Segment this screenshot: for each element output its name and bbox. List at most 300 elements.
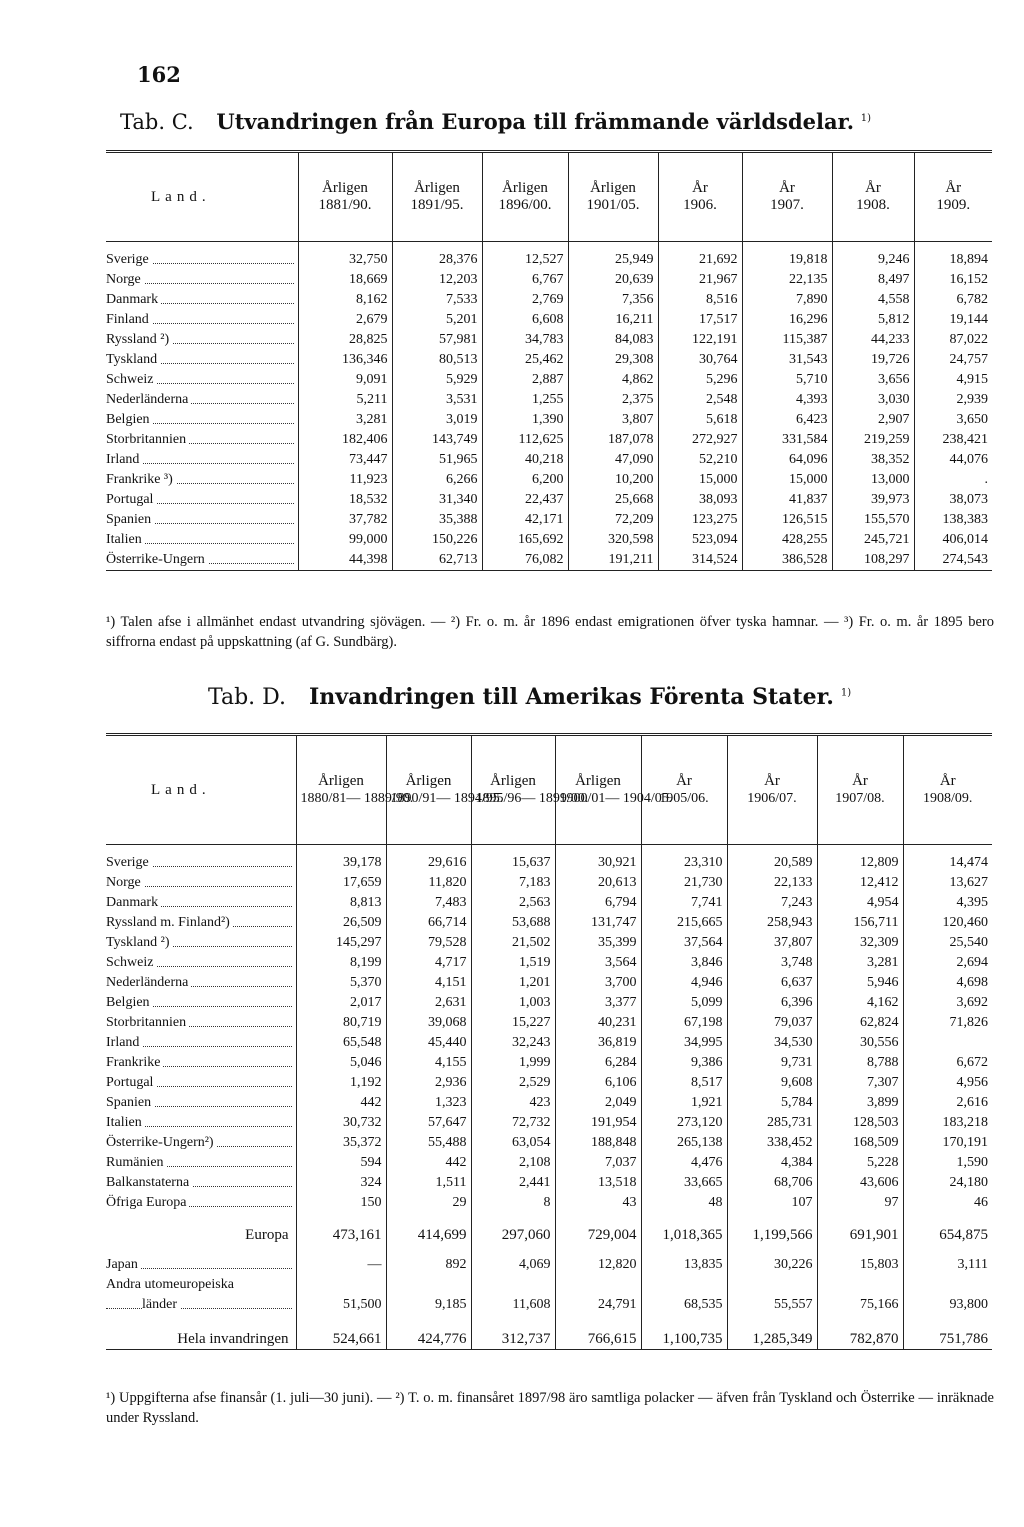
land-name: Finland bbox=[106, 312, 152, 327]
value-cell: 36,819 bbox=[555, 1033, 641, 1053]
value-cell: 23,310 bbox=[641, 845, 727, 874]
land-name: Tyskland bbox=[106, 352, 160, 367]
value-cell: 2,017 bbox=[296, 993, 386, 1013]
value-cell: 55,557 bbox=[727, 1295, 817, 1315]
value-cell: 13,518 bbox=[555, 1173, 641, 1193]
value-cell: 1,201 bbox=[471, 973, 555, 993]
value-cell: 7,243 bbox=[727, 893, 817, 913]
table-c-footnote: ¹) Talen afse i allmänhet endast utvandring sjövägen. — ²) Fr. o. m. år 1896 endast emigrationen öfver tyska hamnar. — ³) Fr. o. m. år 1895 bero siffrorna endast på uppskattning (af G. Sundbärg). bbox=[106, 614, 994, 650]
value-cell: 1,192 bbox=[296, 1073, 386, 1093]
value-cell: 17,517 bbox=[658, 310, 742, 330]
value-cell: 25,540 bbox=[903, 933, 992, 953]
value-cell: 7,307 bbox=[817, 1073, 903, 1093]
table-row bbox=[106, 290, 992, 310]
value-cell: 8,162 bbox=[298, 290, 392, 310]
value-cell: 22,437 bbox=[482, 490, 568, 510]
value-cell bbox=[471, 1275, 555, 1295]
value-cell: 30,764 bbox=[658, 350, 742, 370]
value-cell: 3,564 bbox=[555, 953, 641, 973]
value-cell: 48 bbox=[641, 1193, 727, 1213]
value-cell: 62,824 bbox=[817, 1013, 903, 1033]
land-cell bbox=[106, 450, 298, 470]
land-cell bbox=[106, 530, 298, 550]
land-name: Norge bbox=[106, 272, 144, 287]
value-cell: 6,266 bbox=[392, 470, 482, 490]
value-cell: 1,590 bbox=[903, 1153, 992, 1173]
value-cell: 265,138 bbox=[641, 1133, 727, 1153]
value-cell: 297,060 bbox=[471, 1213, 555, 1255]
value-cell: 5,201 bbox=[392, 310, 482, 330]
value-cell: 1,003 bbox=[471, 993, 555, 1013]
value-cell: 67,198 bbox=[641, 1013, 727, 1033]
value-cell: 691,901 bbox=[817, 1213, 903, 1255]
value-cell: 8,199 bbox=[296, 953, 386, 973]
land-cell bbox=[106, 1193, 296, 1213]
land-name: Hela invandringen bbox=[177, 1331, 291, 1347]
value-cell: 76,082 bbox=[482, 550, 568, 571]
land-name: Nederländerna bbox=[106, 392, 191, 407]
value-cell: 4,162 bbox=[817, 993, 903, 1013]
value-cell: 51,965 bbox=[392, 450, 482, 470]
header-bottom: 1890/91— 1894/95. bbox=[390, 791, 504, 806]
value-cell: 10,200 bbox=[568, 470, 658, 490]
column-header bbox=[386, 735, 504, 845]
land-cell bbox=[106, 993, 296, 1013]
value-cell: 46 bbox=[903, 1193, 992, 1213]
land-name: Sverige bbox=[106, 855, 152, 870]
value-cell: 145,297 bbox=[296, 933, 386, 953]
header-bottom: 1909. bbox=[936, 197, 971, 213]
header-top: År bbox=[779, 180, 795, 196]
value-cell: 442 bbox=[296, 1093, 386, 1113]
value-cell: 39,178 bbox=[296, 845, 386, 874]
land-cell bbox=[106, 913, 296, 933]
column-header bbox=[392, 152, 482, 242]
table-row bbox=[106, 1275, 992, 1295]
value-cell: 4,151 bbox=[386, 973, 471, 993]
value-cell: 6,767 bbox=[482, 270, 568, 290]
value-cell: 22,135 bbox=[742, 270, 832, 290]
column-header bbox=[658, 152, 742, 242]
value-cell: 35,372 bbox=[296, 1133, 386, 1153]
header-top: År bbox=[764, 773, 780, 789]
value-cell: . bbox=[914, 470, 992, 490]
value-cell: 28,376 bbox=[392, 242, 482, 271]
table-row bbox=[106, 270, 992, 290]
header-bottom: 1895/96— 1899/00. bbox=[475, 791, 589, 806]
value-cell: 21,730 bbox=[641, 873, 727, 893]
value-cell: 29,616 bbox=[386, 845, 471, 874]
table-c bbox=[106, 150, 992, 571]
header-top: År bbox=[676, 773, 692, 789]
value-cell: 3,281 bbox=[817, 953, 903, 973]
value-cell: 112,625 bbox=[482, 430, 568, 450]
land-name: Schweiz bbox=[106, 372, 156, 387]
value-cell: 15,227 bbox=[471, 1013, 555, 1033]
value-cell: 2,108 bbox=[471, 1153, 555, 1173]
value-cell: 7,890 bbox=[742, 290, 832, 310]
value-cell: 729,004 bbox=[555, 1213, 641, 1255]
value-cell: 55,488 bbox=[386, 1133, 471, 1153]
table-row bbox=[106, 1093, 992, 1113]
value-cell: 44,233 bbox=[832, 330, 914, 350]
land-cell bbox=[106, 242, 298, 271]
value-cell: 11,608 bbox=[471, 1295, 555, 1315]
column-header bbox=[903, 735, 992, 845]
table-c-header-row bbox=[106, 152, 992, 242]
value-cell: 65,548 bbox=[296, 1033, 386, 1053]
value-cell: 123,275 bbox=[658, 510, 742, 530]
value-cell: 3,899 bbox=[817, 1093, 903, 1113]
land-cell bbox=[106, 1255, 296, 1275]
land-cell bbox=[106, 330, 298, 350]
value-cell: 21,692 bbox=[658, 242, 742, 271]
land-name: Norge bbox=[106, 875, 144, 890]
land-name: Frankrike ³) bbox=[106, 472, 176, 487]
value-cell: 5,099 bbox=[641, 993, 727, 1013]
table-c-title-note: 1) bbox=[860, 113, 872, 124]
value-cell: 51,500 bbox=[296, 1295, 386, 1315]
land-cell bbox=[106, 1173, 296, 1193]
header-top: Årligen bbox=[414, 180, 460, 196]
land-cell bbox=[106, 953, 296, 973]
value-cell: 3,030 bbox=[832, 390, 914, 410]
table-c-label: Tab. C. bbox=[120, 110, 194, 134]
value-cell: 52,210 bbox=[658, 450, 742, 470]
value-cell: 320,598 bbox=[568, 530, 658, 550]
table-row bbox=[106, 893, 992, 913]
value-cell: 782,870 bbox=[817, 1315, 903, 1350]
value-cell: 31,340 bbox=[392, 490, 482, 510]
land-cell bbox=[106, 845, 296, 874]
value-cell: 5,929 bbox=[392, 370, 482, 390]
value-cell: 15,637 bbox=[471, 845, 555, 874]
land-cell bbox=[106, 350, 298, 370]
table-d-heading: Invandringen till Amerikas Förenta Stater. bbox=[309, 684, 834, 710]
value-cell: 4,476 bbox=[641, 1153, 727, 1173]
value-cell: 40,231 bbox=[555, 1013, 641, 1033]
value-cell: 7,741 bbox=[641, 893, 727, 913]
value-cell: 93,800 bbox=[903, 1295, 992, 1315]
value-cell: 62,713 bbox=[392, 550, 482, 571]
value-cell: 1,390 bbox=[482, 410, 568, 430]
table-row bbox=[106, 845, 992, 874]
value-cell: 4,069 bbox=[471, 1255, 555, 1275]
value-cell: 414,699 bbox=[386, 1213, 471, 1255]
header-top: År bbox=[945, 180, 962, 196]
table-d-footnote: ¹) Uppgifterna afse finansår (1. juli—30 juni). — ²) T. o. m. finansåret 1897/98 äro samtliga polacker — äfven från Tyskland och Österrike — inräknade under Ryssland. bbox=[106, 1390, 994, 1426]
value-cell: 7,533 bbox=[392, 290, 482, 310]
land-cell bbox=[106, 370, 298, 390]
value-cell: — bbox=[296, 1255, 386, 1275]
header-bottom: 1901/05. bbox=[586, 197, 640, 213]
table-row bbox=[106, 350, 992, 370]
land-cell bbox=[106, 410, 298, 430]
value-cell: 6,200 bbox=[482, 470, 568, 490]
value-cell: 4,862 bbox=[568, 370, 658, 390]
land-cell bbox=[106, 1093, 296, 1113]
land-name: Danmark bbox=[106, 292, 161, 307]
value-cell: 6,396 bbox=[727, 993, 817, 1013]
value-cell: 66,714 bbox=[386, 913, 471, 933]
value-cell: 136,346 bbox=[298, 350, 392, 370]
value-cell: 182,406 bbox=[298, 430, 392, 450]
value-cell: 21,502 bbox=[471, 933, 555, 953]
value-cell: 99,000 bbox=[298, 530, 392, 550]
value-cell: 4,956 bbox=[903, 1073, 992, 1093]
value-cell: 2,936 bbox=[386, 1073, 471, 1093]
value-cell: 1,323 bbox=[386, 1093, 471, 1113]
value-cell: 143,749 bbox=[392, 430, 482, 450]
value-cell: 75,166 bbox=[817, 1295, 903, 1315]
value-cell bbox=[641, 1275, 727, 1295]
table-row bbox=[106, 242, 992, 271]
land-name: Frankrike bbox=[106, 1055, 163, 1070]
value-cell: 30,556 bbox=[817, 1033, 903, 1053]
value-cell: 5,710 bbox=[742, 370, 832, 390]
value-cell: 1,100,735 bbox=[641, 1315, 727, 1350]
value-cell: 30,732 bbox=[296, 1113, 386, 1133]
value-cell: 2,616 bbox=[903, 1093, 992, 1113]
value-cell: 29 bbox=[386, 1193, 471, 1213]
value-cell: 191,954 bbox=[555, 1113, 641, 1133]
value-cell: 2,887 bbox=[482, 370, 568, 390]
column-header bbox=[742, 152, 832, 242]
value-cell: 9,731 bbox=[727, 1053, 817, 1073]
value-cell: 2,529 bbox=[471, 1073, 555, 1093]
table-row bbox=[106, 953, 992, 973]
header-top: Årligen bbox=[490, 773, 536, 789]
table-d-title-note: 1) bbox=[840, 687, 852, 699]
value-cell: 191,211 bbox=[568, 550, 658, 571]
header-top: År bbox=[852, 773, 868, 789]
column-header-land: Land. bbox=[106, 735, 296, 845]
land-name: Storbritannien bbox=[106, 432, 189, 447]
value-cell: 188,848 bbox=[555, 1133, 641, 1153]
value-cell: 2,049 bbox=[555, 1093, 641, 1113]
header-top: Årligen bbox=[318, 773, 364, 789]
land-name: Ryssland m. Finland²) bbox=[106, 915, 233, 930]
value-cell: 79,037 bbox=[727, 1013, 817, 1033]
value-cell: 38,093 bbox=[658, 490, 742, 510]
value-cell: 1,199,566 bbox=[727, 1213, 817, 1255]
value-cell: 9,091 bbox=[298, 370, 392, 390]
land-name: Schweiz bbox=[106, 955, 156, 970]
value-cell: 187,078 bbox=[568, 430, 658, 450]
value-cell: 6,672 bbox=[903, 1053, 992, 1073]
value-cell: 19,818 bbox=[742, 242, 832, 271]
land-name: Ryssland ²) bbox=[106, 332, 172, 347]
value-cell: 8 bbox=[471, 1193, 555, 1213]
value-cell: 274,543 bbox=[914, 550, 992, 571]
header-top: År bbox=[692, 180, 708, 196]
header-top: Årligen bbox=[590, 180, 636, 196]
value-cell: 12,527 bbox=[482, 242, 568, 271]
value-cell: 35,388 bbox=[392, 510, 482, 530]
value-cell: 2,631 bbox=[386, 993, 471, 1013]
value-cell: 97 bbox=[817, 1193, 903, 1213]
table-row bbox=[106, 410, 992, 430]
table-row bbox=[106, 1033, 992, 1053]
value-cell: 80,719 bbox=[296, 1013, 386, 1033]
land-cell bbox=[106, 1113, 296, 1133]
value-cell: 523,094 bbox=[658, 530, 742, 550]
value-cell: 892 bbox=[386, 1255, 471, 1275]
value-cell: 4,395 bbox=[903, 893, 992, 913]
land-name: Sverige bbox=[106, 252, 152, 267]
land-cell bbox=[106, 1295, 296, 1315]
value-cell: 12,412 bbox=[817, 873, 903, 893]
value-cell: 15,803 bbox=[817, 1255, 903, 1275]
table-row bbox=[106, 1053, 992, 1073]
value-cell: 2,441 bbox=[471, 1173, 555, 1193]
value-cell: 7,483 bbox=[386, 893, 471, 913]
value-cell: 47,090 bbox=[568, 450, 658, 470]
value-cell: 42,171 bbox=[482, 510, 568, 530]
value-cell: 3,650 bbox=[914, 410, 992, 430]
value-cell: 4,915 bbox=[914, 370, 992, 390]
land-name: Spanien bbox=[106, 1095, 154, 1110]
value-cell: 273,120 bbox=[641, 1113, 727, 1133]
value-cell: 4,384 bbox=[727, 1153, 817, 1173]
land-cell bbox=[106, 933, 296, 953]
value-cell: 19,144 bbox=[914, 310, 992, 330]
value-cell: 215,665 bbox=[641, 913, 727, 933]
value-cell: 165,692 bbox=[482, 530, 568, 550]
table-row bbox=[106, 1315, 992, 1350]
land-cell bbox=[106, 1275, 296, 1295]
value-cell: 79,528 bbox=[386, 933, 471, 953]
value-cell: 3,846 bbox=[641, 953, 727, 973]
value-cell: 9,608 bbox=[727, 1073, 817, 1093]
table-c-body bbox=[106, 242, 992, 571]
land-name: Andra utomeuropeiska bbox=[106, 1277, 237, 1292]
value-cell: 423 bbox=[471, 1093, 555, 1113]
value-cell: 6,608 bbox=[482, 310, 568, 330]
value-cell: 43 bbox=[555, 1193, 641, 1213]
value-cell: 168,509 bbox=[817, 1133, 903, 1153]
value-cell bbox=[555, 1275, 641, 1295]
value-cell: 442 bbox=[386, 1153, 471, 1173]
value-cell: 1,018,365 bbox=[641, 1213, 727, 1255]
table-row bbox=[106, 430, 992, 450]
land-cell bbox=[106, 893, 296, 913]
land-cell bbox=[106, 430, 298, 450]
value-cell: 32,243 bbox=[471, 1033, 555, 1053]
header-top: Årligen bbox=[502, 180, 548, 196]
value-cell: 31,543 bbox=[742, 350, 832, 370]
value-cell: 8,497 bbox=[832, 270, 914, 290]
table-d-title bbox=[208, 684, 851, 710]
value-cell: 6,637 bbox=[727, 973, 817, 993]
value-cell: 6,284 bbox=[555, 1053, 641, 1073]
header-bottom: 1906. bbox=[683, 197, 717, 213]
value-cell: 245,721 bbox=[832, 530, 914, 550]
value-cell: 5,618 bbox=[658, 410, 742, 430]
value-cell: 4,393 bbox=[742, 390, 832, 410]
table-row bbox=[106, 530, 992, 550]
value-cell: 751,786 bbox=[903, 1315, 992, 1350]
value-cell: 2,375 bbox=[568, 390, 658, 410]
value-cell: 4,954 bbox=[817, 893, 903, 913]
table-row bbox=[106, 1113, 992, 1133]
value-cell: 6,423 bbox=[742, 410, 832, 430]
value-cell: 20,613 bbox=[555, 873, 641, 893]
value-cell: 2,939 bbox=[914, 390, 992, 410]
value-cell: 18,532 bbox=[298, 490, 392, 510]
value-cell: 41,837 bbox=[742, 490, 832, 510]
table-d-label: Tab. D. bbox=[208, 685, 286, 710]
value-cell: 128,503 bbox=[817, 1113, 903, 1133]
value-cell: 16,211 bbox=[568, 310, 658, 330]
value-cell: 107 bbox=[727, 1193, 817, 1213]
value-cell: 20,639 bbox=[568, 270, 658, 290]
table-row bbox=[106, 490, 992, 510]
value-cell: 44,398 bbox=[298, 550, 392, 571]
value-cell: 120,460 bbox=[903, 913, 992, 933]
value-cell: 3,700 bbox=[555, 973, 641, 993]
value-cell: 37,807 bbox=[727, 933, 817, 953]
value-cell: 2,694 bbox=[903, 953, 992, 973]
value-cell: 1,999 bbox=[471, 1053, 555, 1073]
table-row bbox=[106, 873, 992, 893]
value-cell: 19,726 bbox=[832, 350, 914, 370]
table-row bbox=[106, 1255, 992, 1275]
land-name: Portugal bbox=[106, 1075, 156, 1090]
value-cell: 170,191 bbox=[903, 1133, 992, 1153]
value-cell: 45,440 bbox=[386, 1033, 471, 1053]
table-row bbox=[106, 1173, 992, 1193]
land-cell bbox=[106, 470, 298, 490]
land-name: Österrike-Ungern bbox=[106, 552, 208, 567]
value-cell: 150 bbox=[296, 1193, 386, 1213]
land-cell bbox=[106, 510, 298, 530]
value-cell: 5,211 bbox=[298, 390, 392, 410]
value-cell: 8,516 bbox=[658, 290, 742, 310]
table-c-title bbox=[120, 109, 871, 134]
value-cell: 35,399 bbox=[555, 933, 641, 953]
value-cell: 84,083 bbox=[568, 330, 658, 350]
value-cell: 285,731 bbox=[727, 1113, 817, 1133]
land-cell bbox=[106, 390, 298, 410]
column-header bbox=[298, 152, 392, 242]
header-bottom: 1900/01— 1904/05. bbox=[559, 791, 673, 806]
land-name: Österrike-Ungern²) bbox=[106, 1135, 217, 1150]
value-cell: 766,615 bbox=[555, 1315, 641, 1350]
value-cell: 406,014 bbox=[914, 530, 992, 550]
land-name: Balkanstaterna bbox=[106, 1175, 192, 1190]
table-row bbox=[106, 310, 992, 330]
value-cell: 5,946 bbox=[817, 973, 903, 993]
value-cell: 38,073 bbox=[914, 490, 992, 510]
value-cell: 314,524 bbox=[658, 550, 742, 571]
value-cell: 122,191 bbox=[658, 330, 742, 350]
value-cell: 3,281 bbox=[298, 410, 392, 430]
land-cell bbox=[106, 1033, 296, 1053]
value-cell: 138,383 bbox=[914, 510, 992, 530]
value-cell: 24,791 bbox=[555, 1295, 641, 1315]
value-cell: 73,447 bbox=[298, 450, 392, 470]
value-cell: 32,750 bbox=[298, 242, 392, 271]
value-cell: 15,000 bbox=[658, 470, 742, 490]
value-cell: 2,769 bbox=[482, 290, 568, 310]
header-bottom: 1896/00. bbox=[498, 197, 552, 213]
value-cell: 38,352 bbox=[832, 450, 914, 470]
value-cell: 57,647 bbox=[386, 1113, 471, 1133]
land-name: Tyskland ²) bbox=[106, 935, 173, 950]
value-cell: 30,226 bbox=[727, 1255, 817, 1275]
header-top: År bbox=[939, 773, 956, 789]
